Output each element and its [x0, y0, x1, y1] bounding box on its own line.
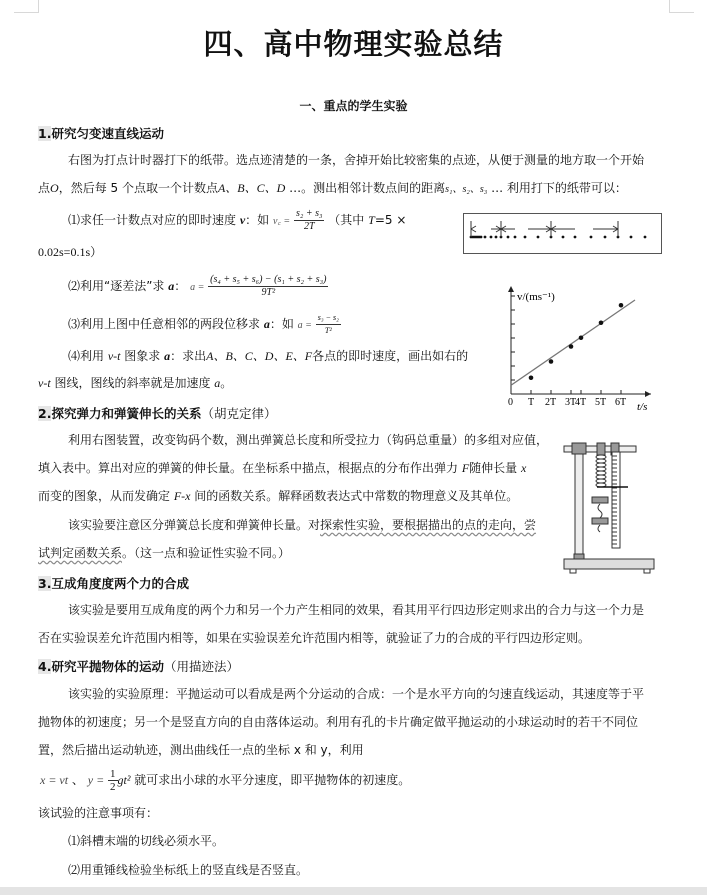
page-corner-mark [669, 0, 694, 13]
tape-dot [537, 236, 540, 239]
tape-dot [630, 236, 633, 239]
numerator: (s₄ + s₅ + s₆) − (s₁ + s₂ + s₃) [210, 274, 327, 285]
vt-graph [497, 282, 657, 417]
numerator: 1 [110, 768, 116, 780]
paragraph [38, 180, 627, 198]
text: ⑵利用“逐差法”求 [68, 279, 169, 293]
tape-dot [590, 236, 593, 239]
list-item-4-cont [38, 375, 232, 391]
var: a [168, 279, 175, 293]
var: v [239, 213, 246, 227]
section-heading-text: 研究平抛物体的运动 [51, 659, 164, 674]
list-item-1 [68, 208, 406, 233]
tape-dot [480, 236, 483, 239]
section-heading-1 [38, 124, 164, 142]
stand-foot [644, 569, 650, 573]
points-list: A、B、C、D、E、F [206, 349, 313, 363]
section-heading-text: 探究弹力和弹簧伸长的关系 [51, 406, 202, 421]
text: 图象求 [120, 349, 165, 363]
data-point [529, 375, 534, 380]
y-axis-label: v/(ms⁻¹) [517, 291, 555, 303]
spring-coil [596, 459, 606, 463]
section-number: 1. [38, 126, 52, 141]
section-number: 4. [38, 659, 52, 674]
x-axis-arrow [645, 391, 651, 397]
text: 。 [220, 376, 233, 390]
numerator: s₂ + s₃ [295, 208, 323, 219]
denominator: 9T² [261, 287, 276, 298]
var: F [461, 461, 470, 475]
section-heading-paren: （用描迹法） [163, 659, 239, 674]
paragraph [38, 460, 526, 476]
paragraph [68, 517, 536, 533]
spring-apparatus-figure [562, 440, 660, 578]
section-number: 2. [38, 406, 52, 421]
pole-base [574, 554, 584, 559]
text: … 利用打下的纸带可以： [491, 181, 627, 195]
spring-coil [596, 471, 606, 475]
hook [598, 504, 602, 518]
text: 该实验要注意区分弹簧总长度和弹簧伸长量。对 [68, 518, 321, 532]
x-tick-label: T [528, 397, 535, 408]
formula-lhs: a = [190, 282, 205, 293]
page-corner-mark [14, 0, 39, 13]
list-item-3 [68, 312, 341, 337]
x-tick-label: 2T [545, 397, 557, 408]
clamp [572, 443, 586, 454]
spellcheck-underlined-text: 试判定函数关系 [38, 546, 123, 560]
paragraph [38, 488, 518, 504]
x-tick-labels [508, 397, 626, 408]
separator: 、 [71, 773, 84, 787]
tape-dot [484, 236, 487, 239]
text: 图线，图线的斜率就是加速度 [50, 376, 215, 390]
var-O: O [50, 181, 59, 195]
page-bottom-edge [0, 887, 707, 895]
section-heading-paren: （胡克定律） [201, 406, 277, 421]
data-point [599, 320, 604, 325]
points-list: A、B、C、D [217, 181, 286, 195]
text: =5 × [374, 213, 407, 227]
spring-coil [596, 467, 606, 471]
section-heading-text: 研究匀变速直线运动 [51, 126, 164, 141]
tape-dot [644, 236, 647, 239]
spring-coil [596, 479, 606, 483]
x-tick-label: 0 [508, 397, 513, 408]
text: 就可求出小球的水平分速度，即平抛物体的初速度。 [134, 773, 411, 787]
x-tick-label: 4T [575, 397, 587, 408]
stand-base [564, 559, 654, 569]
spring-coil [596, 463, 606, 467]
paper-tape-figure [463, 213, 663, 255]
list-item: ⑵用重锤线检验坐标纸上的竖直线是否竖直。 [68, 863, 309, 877]
clamp [597, 443, 605, 455]
formula-fraction [208, 274, 328, 299]
text: ：如 [245, 213, 270, 227]
formula-line [40, 768, 410, 793]
tape-dot [507, 236, 510, 239]
var: a [164, 349, 171, 363]
list-item-4 [68, 348, 468, 364]
paragraph: 右图为打点计时器打下的纸带。选点迹清楚的一条，舍掉开始比较密集的点迹，从便于测量的地方取一个开始 [68, 153, 645, 167]
paragraph: 抛物体的初速度；另一个是竖直方向的自由落体运动。利用有孔的卡片确定做平抛运动的小球运动时的若干不同位 [38, 715, 639, 729]
text: ⑷利用 [68, 349, 108, 363]
text: ： [174, 279, 187, 293]
text: ⑴求任一计数点对应的即时速度 [68, 213, 240, 227]
var: v-t [107, 349, 121, 363]
spring-coil [596, 475, 606, 479]
formula-lhs: v꜀ = [273, 216, 291, 227]
x-tick-label: 6T [615, 397, 627, 408]
text: ：求出 [170, 349, 207, 363]
denominator: 2 [110, 781, 116, 793]
x-tick-label: 5T [595, 397, 607, 408]
y-axis-arrow [508, 286, 514, 292]
hook-weight [592, 497, 608, 503]
fit-line [511, 300, 635, 385]
section-heading-4 [38, 657, 239, 675]
tape-dot [524, 236, 527, 239]
tape-dot [562, 236, 565, 239]
text: 各点的即时速度，画出如右的 [312, 349, 469, 363]
denominator: T² [324, 326, 332, 335]
x-tick-label: 3T [565, 397, 577, 408]
data-point [569, 344, 574, 349]
paragraph: 否在实验误差允许范围内相等，如果在实验误差允许范围内相等，就验证了力的合成的平行四边形定则。 [38, 631, 591, 645]
tape-dot [495, 236, 498, 239]
var: v-t [38, 376, 51, 390]
var: T [368, 213, 375, 227]
formula-lhs: a = [297, 320, 312, 331]
text: ，然后每 5 个点取一个计数点 [58, 181, 218, 195]
section-subtitle: 一、重点的学生实验 [299, 99, 408, 113]
text: 间的函数关系。解释函数表达式中常数的物理意义及其单位。 [190, 489, 519, 503]
formula-fraction [108, 768, 118, 793]
distances-list: s₁、s₂、s₃ [445, 184, 488, 195]
tape-dot [514, 236, 517, 239]
formula-fraction [316, 312, 341, 337]
formula-fraction [294, 208, 324, 233]
section-number: 3. [38, 576, 52, 591]
tape-dot [574, 236, 577, 239]
section-heading-text: 互成角度度两个力的合成 [51, 576, 189, 591]
paragraph: 利用右图装置，改变钩码个数，测出弹簧总长度和所受拉力（钩码总重量）的多组对应值， [68, 433, 549, 447]
stand-pole [575, 448, 583, 556]
tape-dot [604, 236, 607, 239]
text: 。（这一点和验证性实验不同。） [122, 546, 291, 560]
data-point [549, 359, 554, 364]
stand-foot [570, 569, 576, 573]
paragraph: 该试验的注意事项有： [38, 806, 159, 820]
var: x [521, 461, 527, 475]
text: 随伸长量 [469, 461, 521, 475]
text: 填入表中。算出对应的弹簧的伸长量。在坐标系中描点，根据点的分布作出弹力 [38, 461, 462, 475]
list-item: ⑴斜槽末端的切线必须水平。 [68, 834, 225, 848]
vt-marks [511, 300, 635, 385]
paragraph: 该实验的实验原理：平抛运动可以看成是两个分运动的合成：一个是水平方向的匀速直线运动，其速度等于平 [68, 687, 645, 701]
spring [596, 455, 606, 487]
tape-dot [490, 236, 493, 239]
text: ⑶利用上图中任意相邻的两段位移求 [68, 317, 264, 331]
paragraph [38, 545, 290, 561]
formula-y-lhs: y = [87, 773, 105, 787]
paragraph: 置，然后描出运动轨迹，测出曲线任一点的坐标 x 和 y，利用 [38, 743, 364, 757]
list-item-1-cont: 0.02s=0.1s） [38, 245, 103, 259]
hook-weight [592, 518, 608, 524]
var: a [214, 376, 221, 390]
section-heading-3 [38, 574, 189, 592]
tape-border [464, 214, 662, 254]
hook [598, 525, 600, 532]
section-heading-2 [38, 404, 276, 422]
text: 点 [38, 181, 51, 195]
data-point [579, 335, 584, 340]
formula-y-rhs: gt² [117, 773, 131, 787]
document-title: 四、高中物理实验总结 [203, 27, 504, 61]
spellcheck-underlined-text: 探索性实验，要根据描出的点的走向，尝 [320, 518, 537, 532]
formula-x: x = vt [40, 773, 69, 787]
x-axis-label: t/s [637, 401, 648, 413]
denominator: 2T [303, 221, 315, 232]
paragraph: 该实验是要用互成角度的两个力和另一个力产生相同的效果，看其用平行四边形定则求出的合力与这一个力是 [68, 603, 645, 617]
data-point [619, 303, 624, 308]
list-item-2 [68, 274, 328, 299]
var: a [263, 317, 270, 331]
text: …。测出相邻计数点间的距离 [289, 181, 446, 195]
text: ：如 [269, 317, 294, 331]
var: F-x [173, 489, 191, 503]
numerator: s₃ − s₂ [316, 312, 341, 325]
text: （其中 [328, 213, 369, 227]
text: 而变的图象，从而发确定 [38, 489, 174, 503]
spring-coil [596, 455, 606, 459]
